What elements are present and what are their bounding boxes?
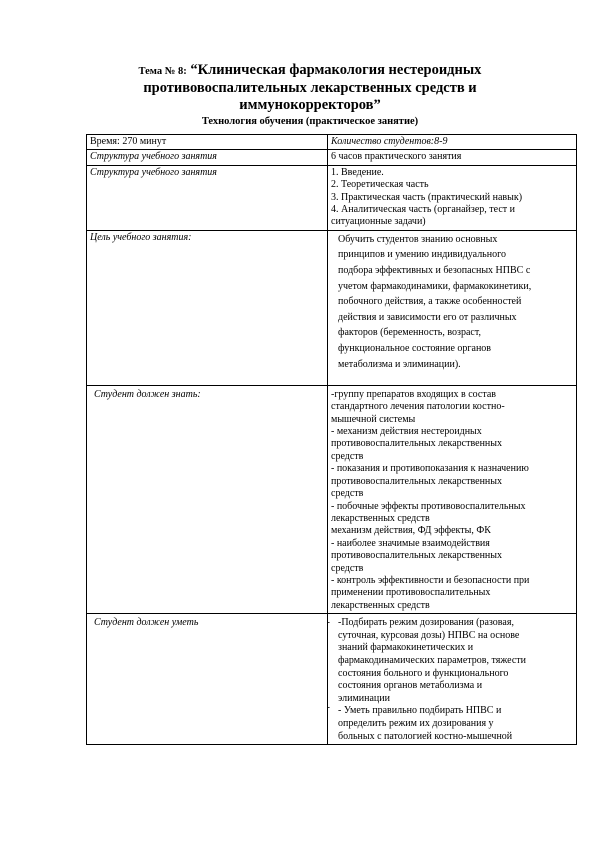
skills-line: определить режим их дозирования у: [338, 717, 494, 729]
table-row: [87, 150, 577, 165]
title-line-3: иммунокорректоров”: [239, 97, 381, 113]
document-header: [60, 62, 560, 127]
list-item: 3. Практическая часть (практический навык): [331, 191, 523, 203]
know-line: - механизм действия нестероидных: [331, 426, 482, 438]
know-line: - показания и противопоказания к назначению: [331, 463, 529, 475]
skills-line: состояния больного и функционального: [338, 667, 509, 679]
know-line: - наиболее значимые взаимодействия: [331, 537, 490, 549]
know-line: противовоспалительных лекарственных: [331, 550, 502, 562]
know-line: противовоспалительных лекарственных: [331, 438, 502, 450]
lesson-table: [86, 134, 577, 745]
skills-line: фармакодинамических параметров, тяжести: [338, 654, 526, 666]
structure-label-cell-2: Структура учебного занятия: [87, 165, 328, 230]
goal-label-cell: Цель учебного занятия:: [87, 230, 328, 385]
skills-line: - Уметь правильно подбирать НПВС и: [338, 705, 502, 717]
know-line: стандартного лечения патологии костно-: [331, 401, 505, 413]
skills-line: больных с патологией костно-мышечной: [338, 730, 513, 742]
skills-line: -Подбирать режим дозирования (разовая,: [338, 617, 514, 629]
table-row: [87, 614, 577, 745]
know-text-cell: [328, 385, 577, 613]
know-line: средств: [331, 488, 364, 500]
subtitle: Технология обучения (практическое занятие): [201, 116, 419, 127]
table-row: [87, 165, 577, 230]
goal-line: действия и зависимости его от различных: [338, 311, 517, 323]
know-line: средств: [331, 562, 364, 574]
skills-label: Студент должен уметь: [94, 617, 199, 629]
know-line: - побочные эффекты противовоспалительных: [331, 500, 526, 512]
know-line: мышечной системы: [331, 413, 416, 425]
know-label-cell: Студент должен знать:: [87, 385, 328, 613]
goal-line: побочного действия, а также особенностей: [338, 296, 522, 308]
side-dash-1: -: [326, 617, 330, 629]
list-item: 2. Теоретическая часть: [331, 179, 429, 191]
know-line: - контроль эффективности и безопасности при: [331, 574, 530, 586]
goal-line: функциональное состояние органов: [338, 343, 492, 354]
goal-line: учетом фармакодинамики, фармакокинетики,: [338, 280, 532, 292]
know-line: лекарственных средств: [331, 512, 430, 524]
side-dash-2: -: [326, 702, 330, 714]
table-row: [87, 385, 577, 613]
skills-text-cell: [328, 614, 577, 745]
goal-line: принципов и умению индивидуального: [338, 249, 506, 261]
skills-label-cell: [87, 614, 328, 745]
time-cell: Время: 270 минут: [87, 135, 328, 150]
structure-items-cell: [328, 165, 577, 230]
know-line: механизм действия, ФД эффекты, ФК: [331, 525, 491, 537]
skills-line: знаний фармакокинетических и: [338, 642, 474, 654]
list-item: 4. Аналитическая часть (органайзер, тест и: [331, 204, 516, 216]
skills-line: суточная, курсовая дозы) НПВС на основе: [338, 629, 520, 641]
structure-hours-cell: 6 часов практического занятия: [328, 150, 577, 165]
list-item: 1. Введение.: [331, 166, 384, 178]
goal-line: метаболизма и элиминации).: [338, 358, 461, 370]
students-count-cell: Количество студентов:8-9: [328, 135, 577, 150]
structure-label-cell: Структура учебного занятия: [87, 150, 328, 165]
title-line-1: [60, 62, 560, 80]
goal-text-cell: [328, 230, 577, 385]
skills-line: состояния органов метаболизма и: [338, 680, 483, 692]
table-row: [87, 230, 577, 385]
list-item: ситуационные задачи): [331, 216, 426, 228]
know-line: лекарственных средств: [331, 599, 430, 611]
goal-line: факторов (беременность, возраст,: [338, 327, 481, 339]
title-line-2: противовоспалительных лекарственных средств и: [143, 80, 477, 96]
know-line: противовоспалительных лекарственных: [331, 475, 502, 487]
table-row: [87, 135, 577, 150]
title-text-1: “Клиническая фармакология нестероидных: [190, 62, 482, 78]
goal-line: подбора эффективных и безопасных НПВС с: [338, 265, 531, 277]
title-prefix: Тема № 8:: [138, 66, 187, 77]
skills-line: элиминации: [338, 692, 390, 704]
know-line: -группу препаратов входящих в состав: [331, 388, 497, 400]
know-line: средств: [331, 450, 364, 462]
know-line: применении противовоспалительных: [331, 587, 491, 599]
goal-line: Обучить студентов знанию основных: [338, 233, 498, 245]
